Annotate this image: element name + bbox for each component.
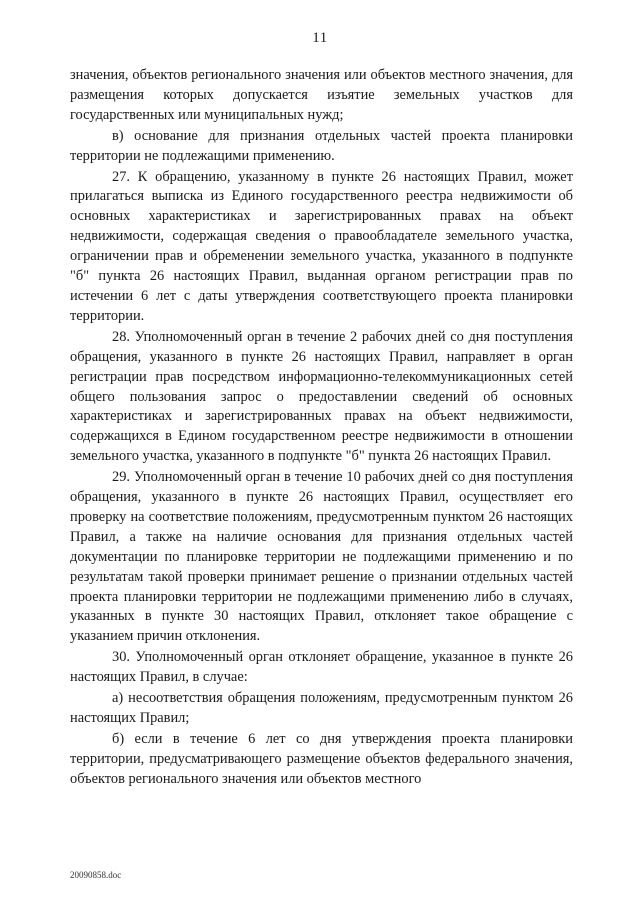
- paragraph-30: 30. Уполномоченный орган отклоняет обращение, указанное в пункте 26 настоящих Правил, в случае:: [70, 649, 573, 686]
- paragraph-continuation: значения, объектов регионального значения или объектов местного значения, для размещения которых допускается изъятие земельных участков для государственных или муниципальных нужд;: [70, 67, 573, 123]
- document-body: [70, 66, 573, 791]
- paragraph-item-v: в) основание для признания отдельных частей проекта планировки территории не подлежащими применению.: [70, 127, 573, 164]
- paragraph-item-a: а) несоответствия обращения положениям, предусмотренным пунктом 26 настоящих Правил;: [70, 690, 573, 726]
- page-number: 11: [312, 30, 328, 46]
- footer-filename: 20090858.doc: [70, 870, 122, 880]
- paragraph-item-b: б) если в течение 6 лет со дня утверждения проекта планировки территории, предусматривающего размещение объектов федерального значения, объектов регионального значения или объектов местного: [70, 730, 573, 787]
- paragraph-27: 27. К обращению, указанному в пункте 26 настоящих Правил, может прилагаться выписка из Единого государственного реестра недвижимости об основных характеристиках и зарегистрированных правах на объект недвижимости, содержащая сведения о правообладателе земельного участка, ограничении прав и обременении земельного участка, указанного в подпункте "б" пункта 26 настоящих Правил, выданная органом регистрации прав по истечении 6 лет с даты утверждения соответствующего проекта планировки территории.: [70, 168, 573, 324]
- paragraph-28: 28. Уполномоченный орган в течение 2 рабочих дней со дня поступления обращения, указанного в пункте 26 настоящих Правил, направляет в орган регистрации прав посредством информационно-телекоммуникационных сетей общего пользования запрос о предоставлении сведений об основных характеристиках и зарегистрированных правах на объект недвижимости, содержащихся в Едином государственном реестре недвижимости в отношении земельного участка, указанного в подпункте "б" пункта 26 настоящих Правил.: [70, 328, 573, 465]
- paragraph-29: 29. Уполномоченный орган в течение 10 рабочих дней со дня поступления обращения, указанного в пункте 26 настоящих Правил, осуществляет его проверку на соответствие положениям, предусмотренным пунктом 26 настоящих Правил, а также на наличие основания для признания отдельных частей документации по планировке территории не подлежащими применению и по результатам такой проверки принимает решение о признании отдельных частей проекта планировки территории не подлежащими применению либо в случаях, указанных в пункте 30 настоящих Правил, отклоняет такое обращение с указанием причин отклонения.: [70, 469, 573, 645]
